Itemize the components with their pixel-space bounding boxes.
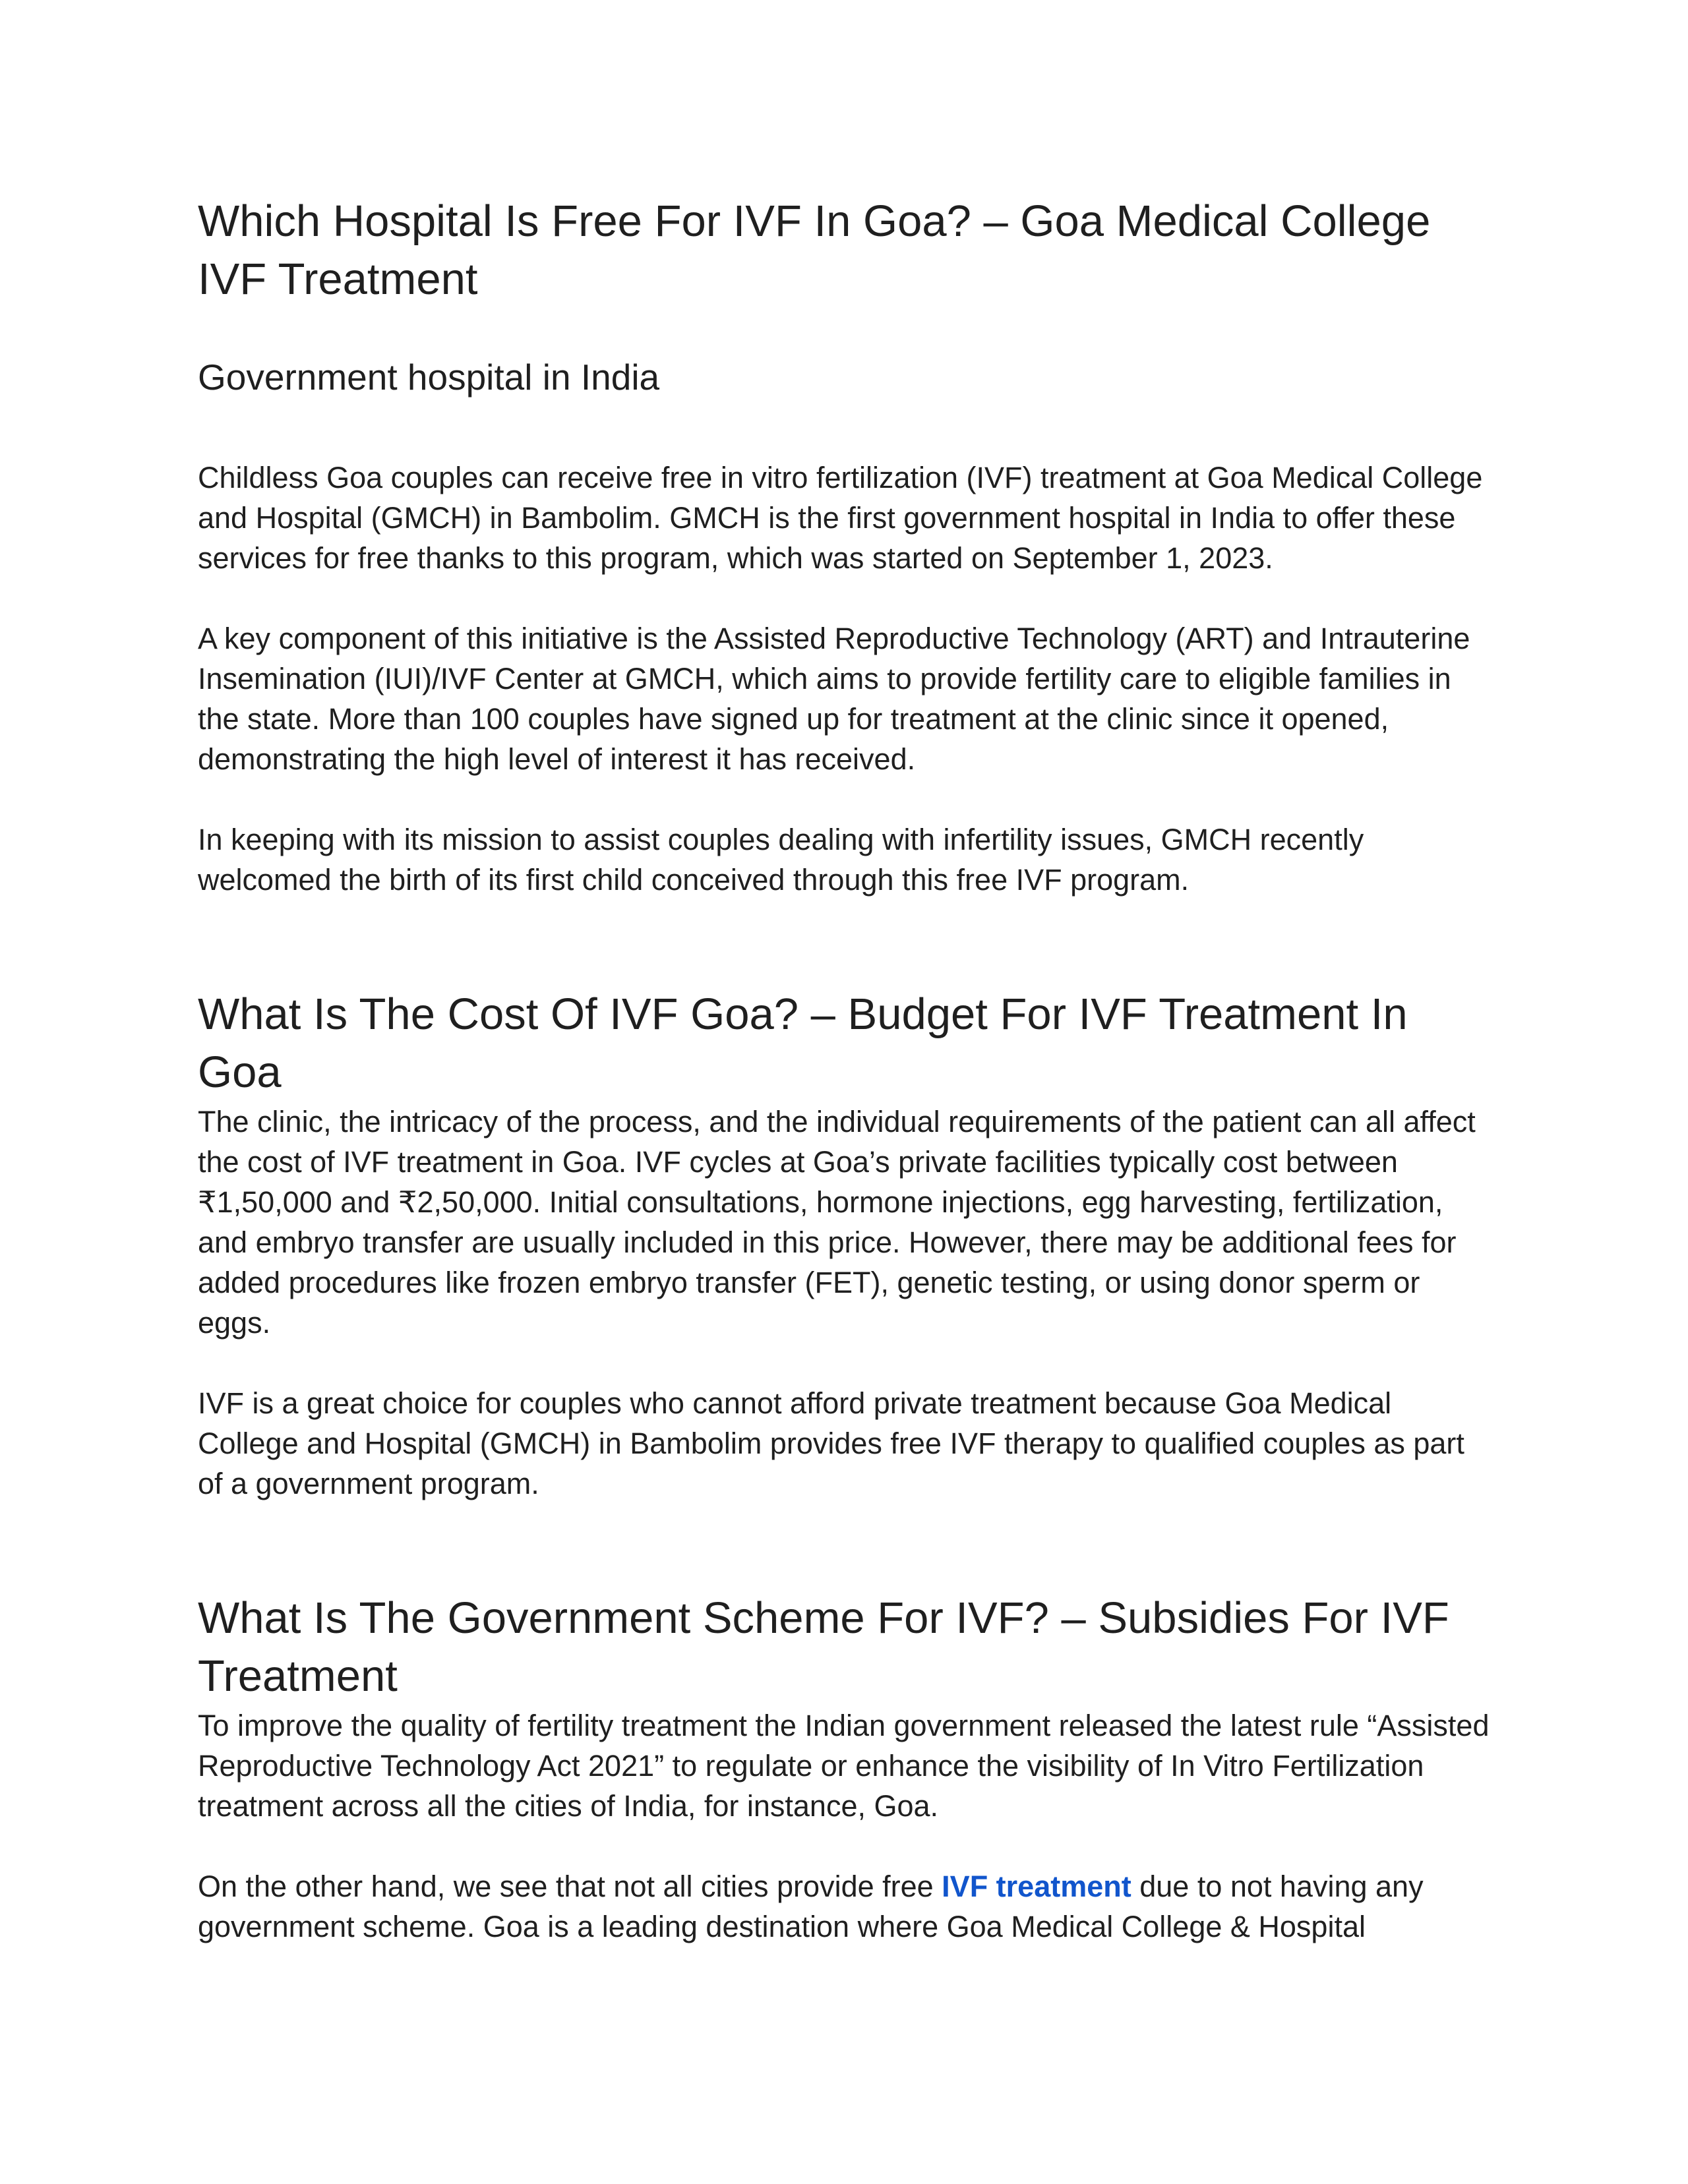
heading-government-scheme: What Is The Government Scheme For IVF? – Subsidies For IVF Treatment xyxy=(198,1593,1449,1701)
paragraph: A key component of this initiative is the Assisted Reproductive Technology (ART) and Intrauterine Insemination (IUI)/IVF Center at GMCH, which aims to provide fertility care to eligible families in the state. More than 100 couples have signed up for treatment at the clinic since it opened, demonstrating the high level of interest it has received. xyxy=(198,622,1470,776)
subheading-government-hospital: Government hospital in India xyxy=(198,357,660,398)
paragraph: The clinic, the intricacy of the process, and the individual requirements of the patient can all affect the cost of IVF treatment in Goa. IVF cycles at Goa’s private facilities typically cost between ₹1,50,000 and ₹2,50,000. Initial consultations, hormone injections, egg harvesting, fertilization, and embryo transfer are usually included in this price. However, there may be additional fees for added procedures like frozen embryo transfer (FET), genetic testing, or using donor sperm or eggs. xyxy=(198,1105,1476,1340)
paragraph-text-before-link: On the other hand, we see that not all cities provide free xyxy=(198,1870,942,1903)
paragraph: To improve the quality of fertility treatment the Indian government released the latest rule “Assisted Reproductive Technology Act 2021” to regulate or enhance the visibility of In Vitro Fertilization treatment across all the cities of India, for instance, Goa. xyxy=(198,1709,1490,1823)
heading-free-ivf-hospital: Which Hospital Is Free For IVF In Goa? – Goa Medical College IVF Treatment xyxy=(198,196,1431,304)
document-body xyxy=(198,192,1490,1947)
paragraph-text-after-link: due to not having any government scheme. Goa is a leading destination where Goa Medical College & Hospital xyxy=(198,1870,1424,1943)
ivf-treatment-link[interactable]: IVF treatment xyxy=(942,1870,1131,1903)
paragraph: Childless Goa couples can receive free in vitro fertilization (IVF) treatment at Goa Medical College and Hospital (GMCH) in Bambolim. GMCH is the first government hospital in India to offer these services for free thanks to this program, which was started on September 1, 2023. xyxy=(198,461,1483,575)
heading-ivf-cost: What Is The Cost Of IVF Goa? – Budget For IVF Treatment In Goa xyxy=(198,989,1408,1097)
paragraph: IVF is a great choice for couples who cannot afford private treatment because Goa Medical College and Hospital (GMCH) in Bambolim provides free IVF therapy to qualified couples as part of a government program. xyxy=(198,1386,1464,1500)
paragraph: In keeping with its mission to assist couples dealing with infertility issues, GMCH recently welcomed the birth of its first child conceived through this free IVF program. xyxy=(198,823,1364,897)
paragraph-with-link xyxy=(198,1866,1490,1947)
